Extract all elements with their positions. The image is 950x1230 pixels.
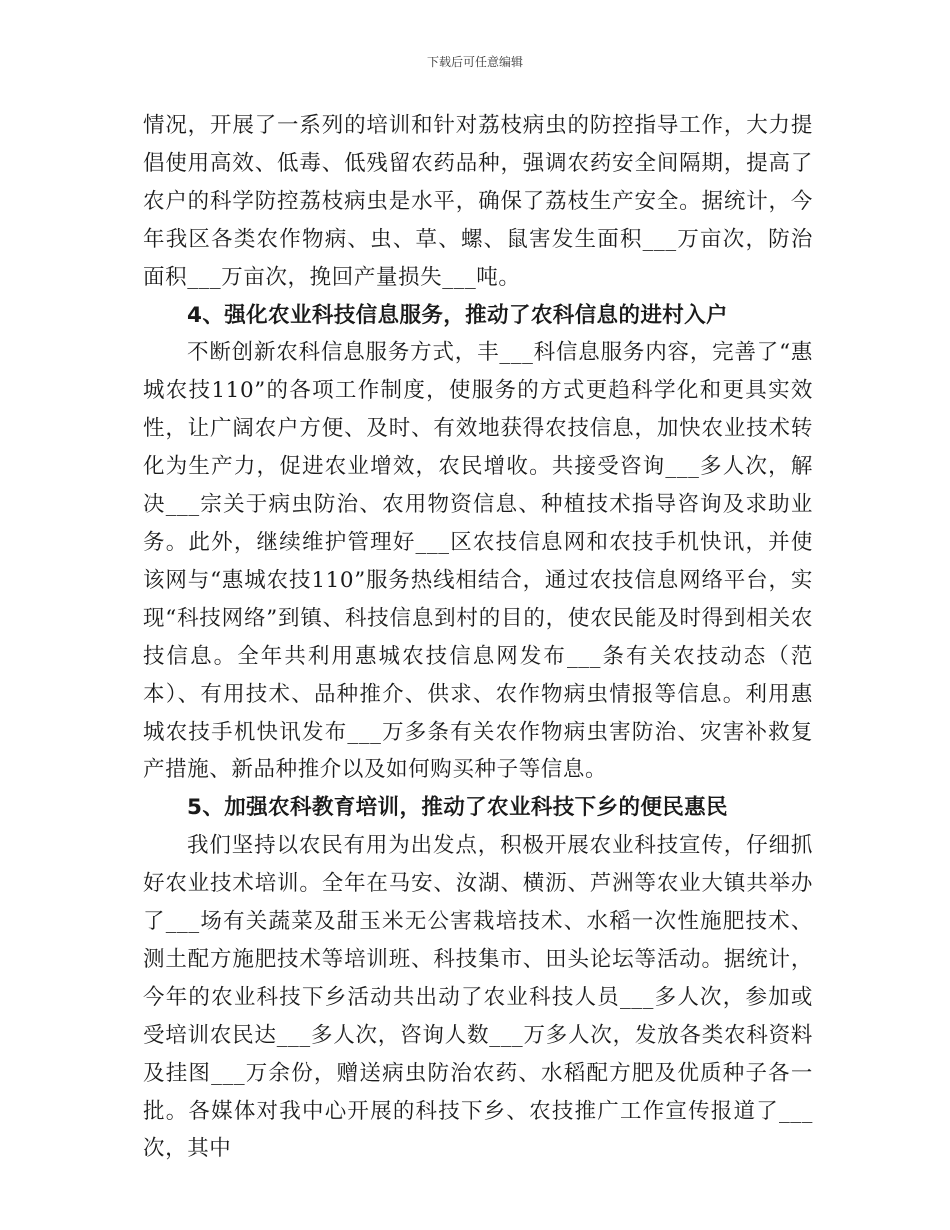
page-header: 下载后可任意编辑 [426, 55, 523, 69]
section-heading-5: 5、加强农科教育培训，推动了农业科技下乡的便民惠民 [187, 795, 728, 821]
paragraph-info-service: 不断创新农科信息服务方式，丰___科信息服务内容，完善了“惠城农技110”的各项工作制度，使服务的方式更趋科学化和更具实效性，让广阔农户方便、及时、有效地获得农技信息，加快农业技术转化为生产力，促进农业增效，农民增收。共接受咨询___多人次，解决___宗关于病虫防治、农用物资信息、种植技术指导咨询及求助业务。此外，继续维护管理好___区农技信息网和农技手机快讯，并使该网与“惠城农技110”服务热线相结合，通过农技信息网络平台，实现“科技网络”到镇、科技信息到村的目的，使农民能及时得到相关农技信息。全年共利用惠城农技信息网发布___条有关农技动态（范本）、有用技术、品种推介、供求、农作物病虫情报等信息。利用惠城农技手机快讯发布___万多条有关农作物病虫害防治、灾害补救复产措施、新品种推介以及如何购买种子等信息。 [143, 340, 813, 783]
paragraph-pest-control: 情况，开展了一系列的培训和针对荔枝病虫的防控指导工作，大力提倡使用高效、低毒、低残留农药品种，强调农药安全间隔期，提高了农户的科学防控荔枝病虫是水平，确保了荔枝生产安全。据统计，今年我区各类农作物病、虫、草、螺、鼠害发生面积___万亩次，防治面积___万亩次，挽回产量损失___吨。 [143, 113, 813, 290]
section-heading-4: 4、强化农业科技信息服务，推动了农科信息的进村入户 [187, 302, 728, 328]
document-body [143, 107, 813, 1168]
paragraph-training: 我们坚持以农民有用为出发点，积极开展农业科技宣传，仔细抓好农业技术培训。全年在马安、汝湖、横沥、芦洲等农业大镇共举办了___场有关蔬菜及甜玉米无公害栽培技术、水稻一次性施肥技术、测土配方施肥技术等培训班、科技集市、田头论坛等活动。据统计，今年的农业科技下乡活动共出动了农业科技人员___多人次，参加或受培训农民达___多人次，咨询人数___万多人次，发放各类农科资料及挂图___万余份，赠送病虫防治农药、水稻配方肥及优质种子各一批。各媒体对我中心开展的科技下乡、农技推广工作宣传报道了___次，其中 [143, 833, 813, 1162]
